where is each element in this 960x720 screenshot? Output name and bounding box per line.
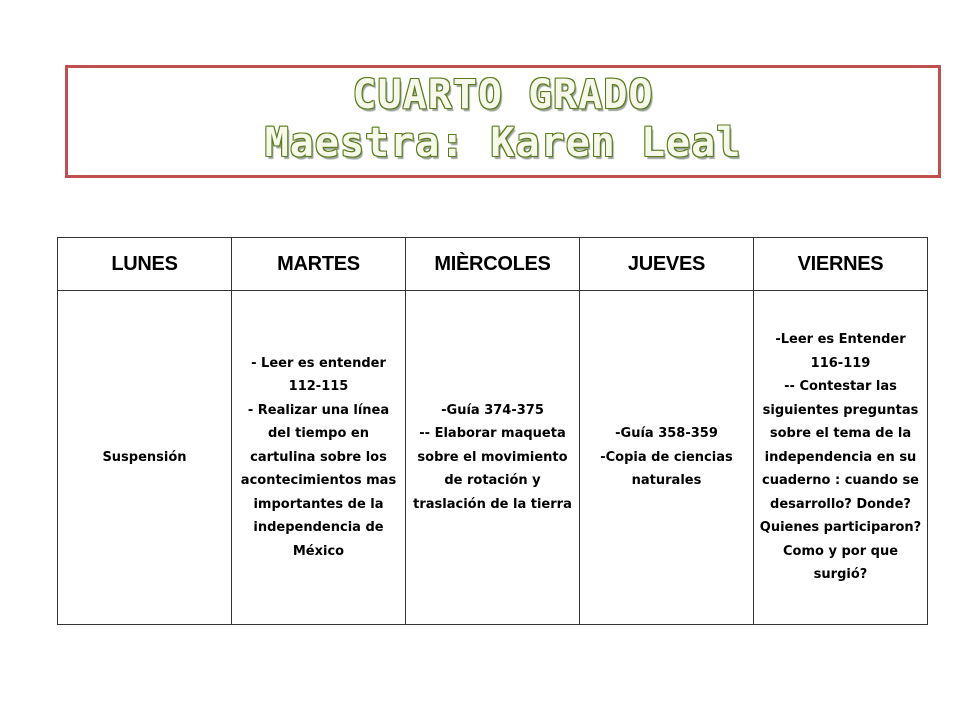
wednesday-cell bbox=[406, 291, 580, 625]
friday-cell bbox=[754, 291, 928, 625]
table-row bbox=[58, 291, 928, 625]
column-header-wednesday: MIÈRCOLES bbox=[406, 238, 580, 291]
tuesday-cell bbox=[232, 291, 406, 625]
title-box bbox=[65, 65, 941, 178]
column-header-friday: VIERNES bbox=[754, 238, 928, 291]
wednesday-task-2: -- Elaborar maqueta sobre el movimiento de rotación y traslación de la tierra bbox=[413, 426, 572, 512]
friday-task-1: -Leer es Entender 116-119 bbox=[775, 332, 906, 371]
thursday-task-1: -Guía 358-359 bbox=[615, 426, 718, 442]
thursday-task-2: -Copia de ciencias naturales bbox=[600, 449, 733, 489]
table-header-row bbox=[58, 238, 928, 291]
grade-title: CUARTO GRADO bbox=[352, 72, 654, 118]
column-header-monday: LUNES bbox=[58, 238, 232, 291]
monday-text: Suspensión bbox=[102, 449, 187, 465]
friday-task-2: -- Contestar las siguientes preguntas sobre el tema de la independencia en su cuaderno : cuando se desarrollo? Donde? Quienes participaron? Como y por que surgió? bbox=[759, 379, 922, 583]
monday-cell bbox=[58, 291, 232, 625]
thursday-cell bbox=[580, 291, 754, 625]
column-header-thursday: JUEVES bbox=[580, 238, 754, 291]
teacher-name: Maestra: Karen Leal bbox=[264, 120, 742, 166]
tuesday-task-1: - Leer es entender 112-115 bbox=[251, 355, 386, 395]
wednesday-task-1: -Guía 374-375 bbox=[441, 402, 544, 418]
tuesday-task-2: - Realizar una línea del tiempo en cartulina sobre los acontecimientos mas importantes de la independencia de México bbox=[240, 402, 397, 559]
column-header-tuesday: MARTES bbox=[232, 238, 406, 291]
weekly-schedule-table bbox=[57, 237, 928, 625]
